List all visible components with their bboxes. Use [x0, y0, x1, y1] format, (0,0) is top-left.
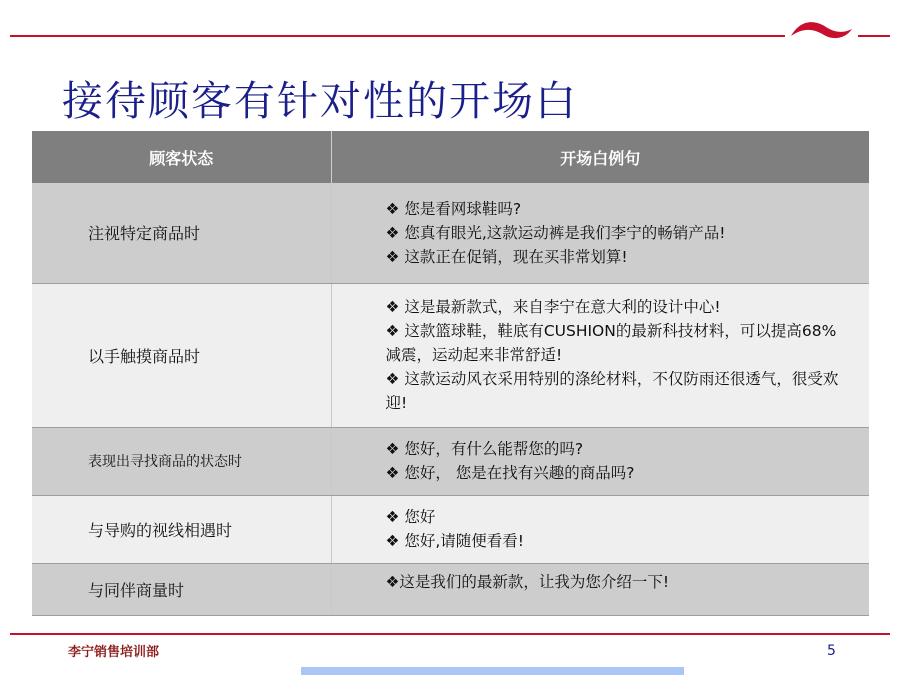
table-row	[32, 495, 869, 563]
customer-state-cell: 与同伴商量时	[32, 563, 331, 615]
table-row	[32, 183, 869, 283]
opening-line: ❖ 您好，有什么能帮您的吗?	[385, 440, 584, 458]
customer-state-cell: 与导购的视线相遇时	[32, 495, 331, 563]
opening-line: ❖ 这是最新款式，来自李宁在意大利的设计中心!	[385, 298, 721, 316]
opening-lines-cell	[331, 427, 869, 495]
table-header-row	[32, 131, 869, 183]
slide-title: 接待顾客有针对性的开场白	[62, 77, 578, 125]
li-ning-logo-icon	[788, 14, 856, 46]
opening-lines-cell	[331, 283, 869, 427]
opening-lines-cell	[331, 495, 869, 563]
footer-department: 李宁销售培训部	[68, 645, 160, 660]
opening-line: ❖ 您好	[385, 508, 436, 526]
horizontal-scrollbar[interactable]	[301, 667, 684, 675]
page-number: 5	[827, 643, 836, 659]
header-customer-state: 顾客状态	[32, 131, 331, 183]
opening-line: ❖ 您是看网球鞋吗?	[385, 199, 522, 218]
header-opening-lines: 开场白例句	[331, 131, 869, 183]
footer-rule	[10, 633, 890, 635]
opening-line: ❖这是我们的最新款，让我为您介绍一下!	[385, 572, 670, 591]
table-row	[32, 427, 869, 495]
opening-lines-cell	[331, 183, 869, 283]
customer-state-cell: 注视特定商品时	[32, 183, 331, 283]
table-row	[32, 563, 869, 615]
opening-line: ❖ 这款运动风衣采用特别的涤纶材料，不仅防雨还很透气，很受欢迎!	[385, 370, 839, 412]
header-rule	[10, 35, 785, 37]
opening-line: ❖ 您好,请随便看看!	[385, 532, 524, 550]
opening-line: ❖ 您真有眼光,这款运动裤是我们李宁的畅销产品!	[385, 223, 726, 242]
opening-line: ❖ 这款篮球鞋，鞋底有CUSHION的最新科技材料，可以提高68%减震，运动起来非常舒适!	[385, 322, 837, 364]
customer-state-cell: 以手触摸商品时	[32, 283, 331, 427]
header-rule-right	[858, 35, 890, 37]
opening-lines-table	[32, 131, 869, 616]
opening-line: ❖ 您好， 您是在找有兴趣的商品吗?	[385, 464, 635, 482]
customer-state-cell: 表现出寻找商品的状态时	[32, 427, 331, 495]
opening-lines-cell	[331, 563, 869, 615]
table-row	[32, 283, 869, 427]
opening-line: ❖ 这款正在促销，现在买非常划算!	[385, 247, 628, 266]
